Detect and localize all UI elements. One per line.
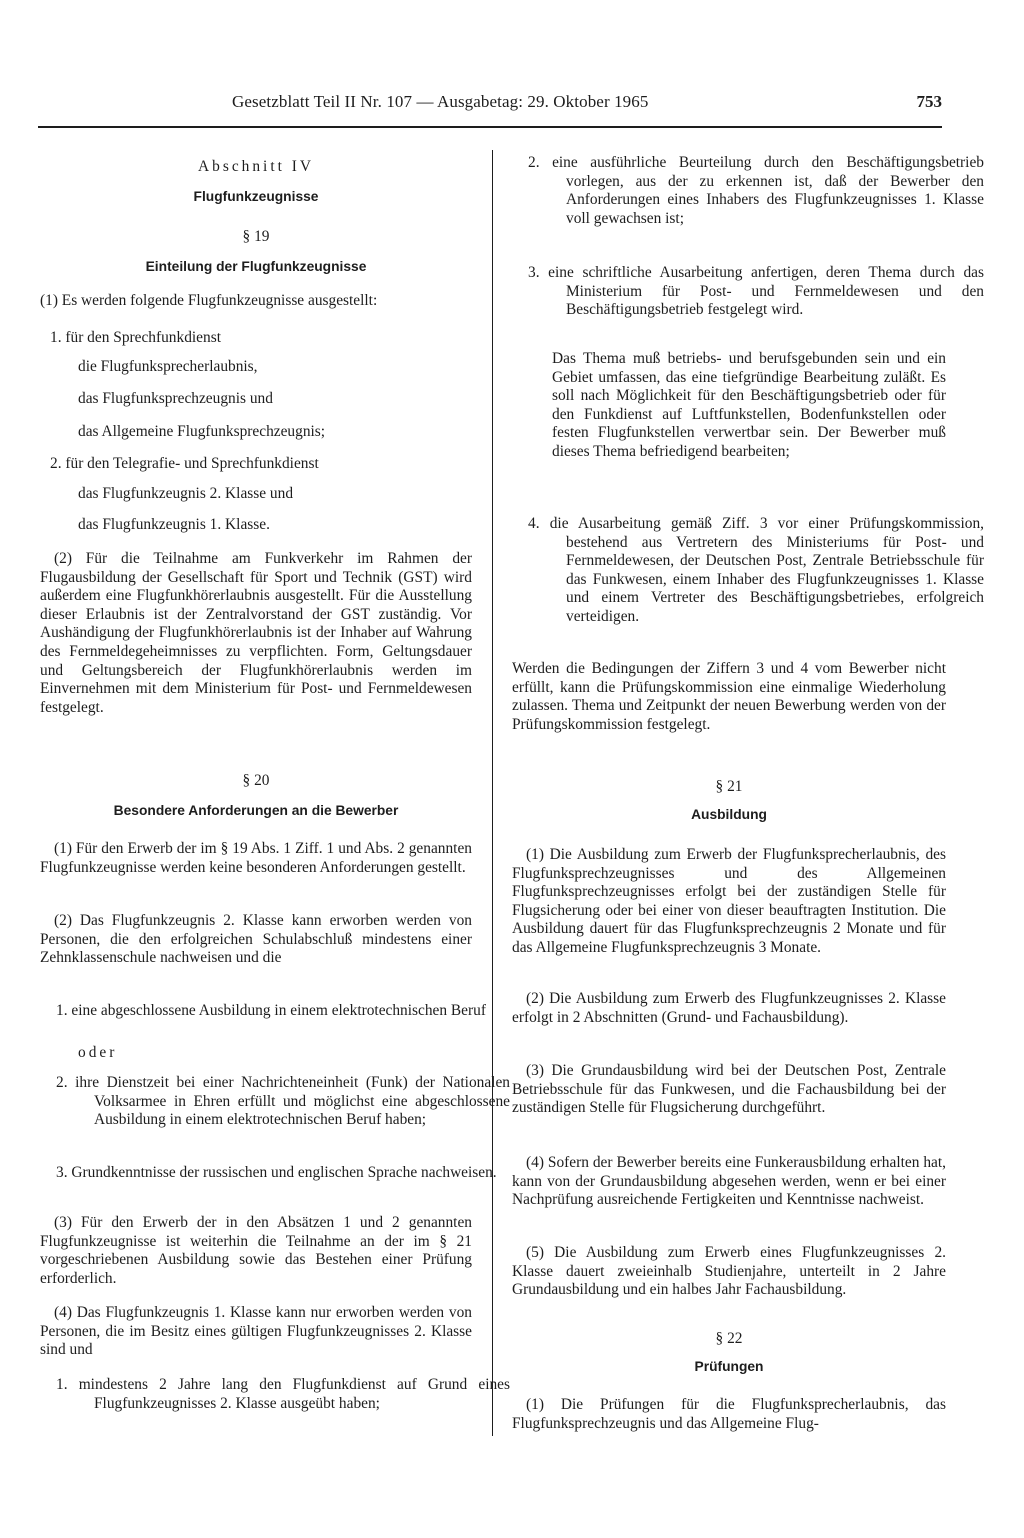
section-title: Flugfunkzeugnisse	[193, 189, 319, 204]
p20-2-oder: oder	[78, 1044, 118, 1061]
p20-2-item-1: 1. eine abgeschlossene Ausbildung in einem elektrotechnischen Beruf	[56, 1002, 486, 1019]
p20-2-item-3: 3. Grundkenntnisse der russischen und englischen Sprache nachweisen.	[56, 1164, 497, 1181]
paragraph-20-title: Besondere Anforderungen an die Bewerber	[113, 803, 399, 818]
p20-4-item-4: 4. die Ausarbeitung gemäß Ziff. 3 vor einer Prüfungskommission, bestehend aus Vertretern des Ministeriums für Post- und Fernmeldewesen, der Deutschen Post, Zentrale Betriebsschule für das Funkwesen, einem Inhaber des Flugfunkzeugnisses 1. Klasse und einem Vertreter des Beschäftigungsbetriebes, erfolgreich verteidigen.	[528, 515, 984, 625]
p21-1: (1) Die Ausbildung zum Erwerb der Flugfunksprecherlaubnis, des Flugfunksprechzeugnisses und des Allgemeinen Flugfunksprechzeugnisses erfolgt bei der zuständigen Stelle für Flugsicherung oder bei einer von dieser beauftragten Institution. Die Ausbildung dauert für das Flugfunksprechzeugnis 2 Monate und für das Allgemeine Flugfunksprechzeugnis 3 Monate.	[512, 846, 946, 956]
p19-item-2-b: das Flugfunkzeugnis 1. Klasse.	[78, 516, 270, 533]
paragraph-19-number: § 19	[242, 228, 270, 245]
p19-1-intro: (1) Es werden folgende Flugfunkzeugnisse ausgestellt:	[40, 292, 378, 309]
p19-item-2: 2. für den Telegrafie- und Sprechfunkdienst	[50, 455, 319, 472]
p19-item-1-c: das Allgemeine Flugfunksprechzeugnis;	[78, 423, 326, 440]
p20-4-item-1: 1. mindestens 2 Jahre lang den Flugfunkdienst auf Grund eines Flugfunkzeugnisses 2. Klasse ausgeübt haben;	[56, 1376, 510, 1412]
p20-4-item-3-note: Das Thema muß betriebs- und berufsgebunden sein und ein Gebiet umfassen, das eine tiefgründige Bearbeitung zuläßt. Es soll nach Möglichkeit für den Beschäftigungsbetrieb oder für den Funkdienst auf Luftfunkstellen, Bodenfunkstellen oder festen Flugfunkstellen verwertbar sein. Der Bewerber muß dieses Thema befriedigend bearbeiten;	[552, 350, 946, 460]
p21-2: (2) Die Ausbildung zum Erwerb des Flugfunkzeugnisses 2. Klasse erfolgt in 2 Abschnitten (Grund- und Fachausbildung).	[512, 990, 946, 1026]
p19-2: (2) Für die Teilnahme am Funkverkehr im Rahmen der Flugausbildung der Gesellschaft für Sport und Technik (GST) wird außerdem eine Flugfunkhörerlaubnis ausgestellt. Für die Ausstellung dieser Erlaubnis ist der Zentralvorstand der GST zuständig. Vor Aushändigung der Flugfunkhörerlaubnis ist der Inhaber auf Wahrung des Fernmeldegeheimnisses zu verpflichten. Form, Geltungsdauer und Geltungsbereich der Flugfunkhörerlaubnis werden im Einvernehmen mit dem Ministerium für Post- und Fernmeldewesen festgelegt.	[40, 550, 472, 716]
header-title: Gesetzblatt Teil II Nr. 107 — Ausgabetag: 29. Oktober 1965	[232, 92, 649, 111]
paragraph-22-number: § 22	[715, 1330, 743, 1347]
p20-2-item-2: 2. ihre Dienstzeit bei einer Nachrichteneinheit (Funk) der Nationalen Volksarmee in Ehren erfüllt und möglichst eine abgeschlossene Ausbildung in einem elektrotechnischen Beruf haben;	[56, 1074, 510, 1129]
p21-4: (4) Sofern der Bewerber bereits eine Funkerausbildung erhalten hat, kann von der Grundausbildung abgesehen werden, wenn er bei einer Nachprüfung ausreichende Fertigkeiten und Kenntnisse nachweist.	[512, 1154, 946, 1209]
section-label: Abschnitt IV	[198, 158, 314, 175]
p20-3: (3) Für den Erwerb der in den Absätzen 1 und 2 genannten Flugfunkzeugnisse ist weiterhin die Teilnahme an der im § 21 vorgeschriebenen Ausbildung sowie das Bestehen einer Prüfung erforderlich.	[40, 1214, 472, 1287]
p19-item-1: 1. für den Sprechfunkdienst	[50, 329, 221, 346]
p20-4-closing: Werden die Bedingungen der Ziffern 3 und 4 vom Bewerber nicht erfüllt, kann die Prüfungskommission eine einmalige Wiederholung zulassen. Thema und Zeitpunkt der neuen Bewerbung werden von der Prüfungskommission festgelegt.	[512, 660, 946, 733]
paragraph-21-title: Ausbildung	[691, 807, 767, 822]
p21-3: (3) Die Grundausbildung wird bei der Deutschen Post, Zentrale Betriebsschule für das Funkwesen, und die Fachausbildung bei der zuständigen Stelle für Flugsicherung durchgeführt.	[512, 1062, 946, 1117]
paragraph-19-title: Einteilung der Flugfunkzeugnisse	[145, 259, 367, 274]
p21-5: (5) Die Ausbildung zum Erwerb eines Flugfunkzeugnisses 2. Klasse dauert zweieinhalb Studienjahre, unterteilt in 2 Jahre Grundausbildung und ein halbes Jahr Fachausbildung.	[512, 1244, 946, 1299]
p19-item-1-b: das Flugfunksprechzeugnis und	[78, 390, 273, 407]
p20-1: (1) Für den Erwerb der im § 19 Abs. 1 Ziff. 1 und Abs. 2 genannten Flugfunkzeugnisse werden keine besonderen Anforderungen gestellt.	[40, 840, 472, 876]
p20-2: (2) Das Flugfunkzeugnis 2. Klasse kann erworben werden von Personen, die den erfolgreichen Schulabschluß mindestens einer Zehnklassenschule nachweisen und die	[40, 912, 472, 967]
p20-4-item-2: 2. eine ausführliche Beurteilung durch den Beschäftigungsbetrieb vorlegen, aus der zu erkennen ist, daß der Bewerber den Anforderungen eines Inhabers des Flugfunkzeugnisses 1. Klasse voll gewachsen ist;	[528, 154, 984, 227]
page-header	[38, 90, 942, 128]
p22-1: (1) Die Prüfungen für die Flugfunksprecherlaubnis, das Flugfunksprechzeugnis und das Allgemeine Flug-	[512, 1396, 946, 1432]
paragraph-22-title: Prüfungen	[694, 1359, 764, 1374]
page-number: 753	[916, 92, 942, 111]
p19-item-1-a: die Flugfunksprecherlaubnis,	[78, 358, 258, 375]
paragraph-21-number: § 21	[715, 778, 743, 795]
p20-4: (4) Das Flugfunkzeugnis 1. Klasse kann nur erworben werden von Personen, die im Besitz eines gültigen Flugfunkzeugnisses 2. Klasse sind und	[40, 1304, 472, 1359]
p20-4-item-3: 3. eine schriftliche Ausarbeitung anfertigen, deren Thema durch das Ministerium für Post- und Fernmeldewesen und den Beschäftigungsbetrieb festgelegt wird.	[528, 264, 984, 319]
column-divider	[492, 150, 493, 1436]
p19-item-2-a: das Flugfunkzeugnis 2. Klasse und	[78, 485, 294, 502]
paragraph-20-number: § 20	[242, 772, 270, 789]
